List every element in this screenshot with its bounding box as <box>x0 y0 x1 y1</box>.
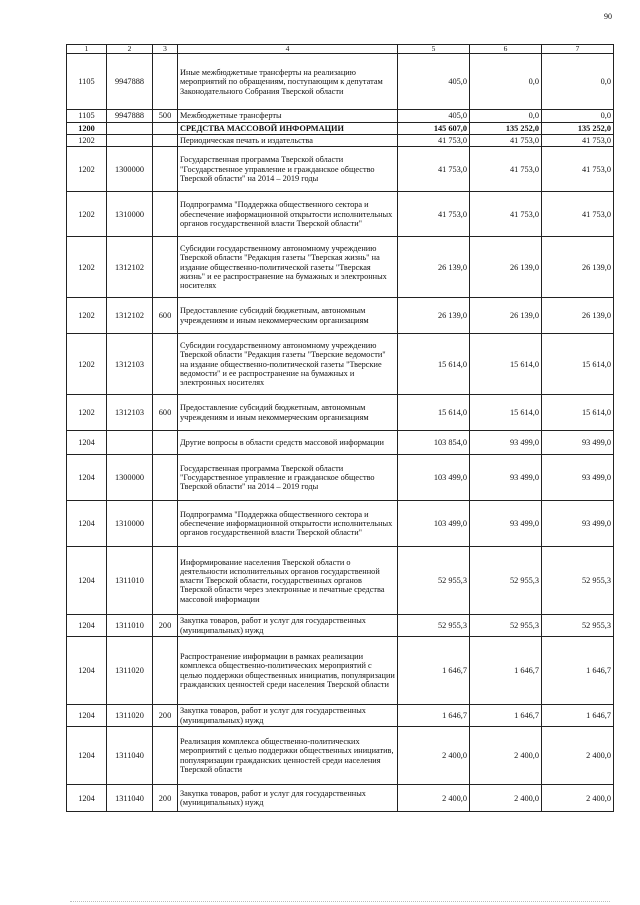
expense-type-code <box>153 334 178 395</box>
amount-col-5: 1 646,7 <box>398 705 470 727</box>
target-article-code <box>107 134 153 146</box>
description: Закупка товаров, работ и услуг для государственных (муниципальных) нужд <box>178 705 398 727</box>
amount-col-6: 26 139,0 <box>470 298 542 334</box>
amount-col-6: 41 753,0 <box>470 134 542 146</box>
section-code: 1105 <box>67 54 107 110</box>
amount-col-7: 52 955,3 <box>542 615 614 637</box>
amount-col-5: 405,0 <box>398 110 470 122</box>
amount-col-7: 93 499,0 <box>542 431 614 455</box>
description: Закупка товаров, работ и услуг для государственных (муниципальных) нужд <box>178 615 398 637</box>
amount-col-7: 15 614,0 <box>542 395 614 431</box>
section-code: 1202 <box>67 237 107 298</box>
amount-col-6: 41 753,0 <box>470 192 542 237</box>
amount-col-6: 93 499,0 <box>470 455 542 501</box>
amount-col-7: 41 753,0 <box>542 147 614 192</box>
table-row <box>67 192 614 237</box>
table-row <box>67 237 614 298</box>
amount-col-5: 103 854,0 <box>398 431 470 455</box>
amount-col-7: 0,0 <box>542 54 614 110</box>
amount-col-7: 93 499,0 <box>542 501 614 547</box>
section-code: 1204 <box>67 501 107 547</box>
target-article-code: 1312103 <box>107 395 153 431</box>
expense-type-code: 600 <box>153 298 178 334</box>
amount-col-6: 1 646,7 <box>470 637 542 705</box>
amount-col-5: 15 614,0 <box>398 395 470 431</box>
amount-col-6: 52 955,3 <box>470 615 542 637</box>
target-article-code <box>107 431 153 455</box>
section-code: 1202 <box>67 298 107 334</box>
amount-col-7: 41 753,0 <box>542 134 614 146</box>
column-number-row <box>67 45 614 54</box>
col-header-2: 2 <box>107 45 153 54</box>
amount-col-5: 52 955,3 <box>398 615 470 637</box>
amount-col-5: 52 955,3 <box>398 547 470 615</box>
amount-col-6: 2 400,0 <box>470 785 542 812</box>
expense-type-code: 200 <box>153 615 178 637</box>
amount-col-6: 93 499,0 <box>470 431 542 455</box>
col-header-1: 1 <box>67 45 107 54</box>
table-row <box>67 637 614 705</box>
amount-col-5: 41 753,0 <box>398 192 470 237</box>
amount-col-5: 145 607,0 <box>398 122 470 134</box>
description: Реализация комплекса общественно-политических мероприятий с целью поддержки общественных инициатив, популяризации гражданских ценностей среди населения Тверской области <box>178 727 398 785</box>
description: Субсидии государственному автономному учреждению Тверской области "Редакция газеты "Тверские ведомости" на издание общественно-политической газеты "Тверские ведомости" и ее распространение на бумажных и электронных носителях <box>178 334 398 395</box>
section-code: 1105 <box>67 110 107 122</box>
amount-col-5: 2 400,0 <box>398 785 470 812</box>
section-code: 1204 <box>67 727 107 785</box>
section-code: 1202 <box>67 395 107 431</box>
description: Закупка товаров, работ и услуг для государственных (муниципальных) нужд <box>178 785 398 812</box>
scan-edge-artifact <box>70 899 610 902</box>
amount-col-6: 41 753,0 <box>470 147 542 192</box>
section-code: 1204 <box>67 705 107 727</box>
description: Периодическая печать и издательства <box>178 134 398 146</box>
table-row <box>67 395 614 431</box>
description: Предоставление субсидий бюджетным, автономным учреждениям и иным некоммерческим организациям <box>178 395 398 431</box>
amount-col-7: 135 252,0 <box>542 122 614 134</box>
table-row <box>67 298 614 334</box>
expense-type-code: 200 <box>153 705 178 727</box>
description: Государственная программа Тверской области "Государственное управление и гражданское общество Тверской области" на 2014 – 2019 годы <box>178 455 398 501</box>
expense-type-code <box>153 122 178 134</box>
amount-col-5: 41 753,0 <box>398 134 470 146</box>
table-row <box>67 122 614 134</box>
expense-type-code <box>153 134 178 146</box>
expense-type-code <box>153 501 178 547</box>
expense-type-code <box>153 147 178 192</box>
target-article-code: 1300000 <box>107 147 153 192</box>
amount-col-6: 93 499,0 <box>470 501 542 547</box>
target-article-code <box>107 122 153 134</box>
table-row <box>67 727 614 785</box>
amount-col-7: 26 139,0 <box>542 237 614 298</box>
section-code: 1202 <box>67 147 107 192</box>
expense-type-code <box>153 547 178 615</box>
description: Межбюджетные трансферты <box>178 110 398 122</box>
amount-col-7: 26 139,0 <box>542 298 614 334</box>
amount-col-7: 93 499,0 <box>542 455 614 501</box>
section-code: 1202 <box>67 134 107 146</box>
budget-table <box>66 44 614 812</box>
amount-col-7: 2 400,0 <box>542 727 614 785</box>
table-row <box>67 110 614 122</box>
page-number: 90 <box>604 12 612 21</box>
expense-type-code <box>153 192 178 237</box>
section-code: 1204 <box>67 431 107 455</box>
section-code: 1204 <box>67 615 107 637</box>
target-article-code: 1312102 <box>107 298 153 334</box>
amount-col-5: 103 499,0 <box>398 455 470 501</box>
description: СРЕДСТВА МАССОВОЙ ИНФОРМАЦИИ <box>178 122 398 134</box>
amount-col-5: 1 646,7 <box>398 637 470 705</box>
section-code: 1202 <box>67 334 107 395</box>
target-article-code: 1310000 <box>107 501 153 547</box>
amount-col-5: 405,0 <box>398 54 470 110</box>
table-row <box>67 455 614 501</box>
description: Подпрограмма "Поддержка общественного сектора и обеспечение информационной открытости исполнительных органов государственной власти Тверской области" <box>178 501 398 547</box>
amount-col-6: 0,0 <box>470 54 542 110</box>
table-row <box>67 615 614 637</box>
table-row <box>67 547 614 615</box>
expense-type-code <box>153 431 178 455</box>
amount-col-5: 103 499,0 <box>398 501 470 547</box>
expense-type-code: 600 <box>153 395 178 431</box>
target-article-code: 1311040 <box>107 785 153 812</box>
amount-col-6: 15 614,0 <box>470 334 542 395</box>
amount-col-7: 52 955,3 <box>542 547 614 615</box>
expense-type-code: 200 <box>153 785 178 812</box>
table-row <box>67 134 614 146</box>
description: Предоставление субсидий бюджетным, автономным учреждениям и иным некоммерческим организациям <box>178 298 398 334</box>
amount-col-7: 1 646,7 <box>542 637 614 705</box>
amount-col-7: 41 753,0 <box>542 192 614 237</box>
table-row <box>67 147 614 192</box>
amount-col-5: 15 614,0 <box>398 334 470 395</box>
table-row <box>67 501 614 547</box>
section-code: 1204 <box>67 785 107 812</box>
target-article-code: 1311040 <box>107 727 153 785</box>
expense-type-code <box>153 237 178 298</box>
amount-col-5: 41 753,0 <box>398 147 470 192</box>
amount-col-7: 2 400,0 <box>542 785 614 812</box>
expense-type-code <box>153 727 178 785</box>
col-header-5: 5 <box>398 45 470 54</box>
target-article-code: 1311020 <box>107 705 153 727</box>
amount-col-5: 2 400,0 <box>398 727 470 785</box>
table-row <box>67 54 614 110</box>
amount-col-6: 1 646,7 <box>470 705 542 727</box>
amount-col-6: 52 955,3 <box>470 547 542 615</box>
section-code: 1202 <box>67 192 107 237</box>
target-article-code: 1311010 <box>107 615 153 637</box>
description: Иные межбюджетные трансферты на реализацию мероприятий по обращениям, поступающим к депутатам Законодательного Собрания Тверской области <box>178 54 398 110</box>
table-row <box>67 334 614 395</box>
expense-type-code <box>153 637 178 705</box>
amount-col-6: 15 614,0 <box>470 395 542 431</box>
amount-col-5: 26 139,0 <box>398 237 470 298</box>
amount-col-7: 0,0 <box>542 110 614 122</box>
expense-type-code <box>153 54 178 110</box>
col-header-4: 4 <box>178 45 398 54</box>
section-code: 1204 <box>67 455 107 501</box>
table-body <box>67 54 614 812</box>
target-article-code: 1312103 <box>107 334 153 395</box>
amount-col-6: 135 252,0 <box>470 122 542 134</box>
description: Подпрограмма "Поддержка общественного сектора и обеспечение информационной открытости исполнительных органов государственной власти Тверской области" <box>178 192 398 237</box>
col-header-7: 7 <box>542 45 614 54</box>
description: Другие вопросы в области средств массовой информации <box>178 431 398 455</box>
description: Информирование населения Тверской области о деятельности исполнительных органов государственной власти Тверской области, государственных органов Тверской области через электронные и печатные средства массовой информации <box>178 547 398 615</box>
expense-type-code: 500 <box>153 110 178 122</box>
amount-col-7: 15 614,0 <box>542 334 614 395</box>
description: Субсидии государственному автономному учреждению Тверской области "Редакция газеты "Тверская жизнь" на издание общественно-политической газеты "Тверская жизнь" и ее распространение на бумажных и электронных носителях <box>178 237 398 298</box>
target-article-code: 9947888 <box>107 54 153 110</box>
target-article-code: 1311010 <box>107 547 153 615</box>
section-code: 1200 <box>67 122 107 134</box>
amount-col-6: 2 400,0 <box>470 727 542 785</box>
target-article-code: 1300000 <box>107 455 153 501</box>
amount-col-7: 1 646,7 <box>542 705 614 727</box>
table-row <box>67 705 614 727</box>
section-code: 1204 <box>67 637 107 705</box>
amount-col-6: 26 139,0 <box>470 237 542 298</box>
target-article-code: 1312102 <box>107 237 153 298</box>
col-header-3: 3 <box>153 45 178 54</box>
description: Распространение информации в рамках реализации комплекса общественно-политических мероприятий с целью поддержки общественных инициатив, популяризации гражданских ценностей среди населения Тверской области <box>178 637 398 705</box>
target-article-code: 9947888 <box>107 110 153 122</box>
amount-col-5: 26 139,0 <box>398 298 470 334</box>
table-row <box>67 785 614 812</box>
section-code: 1204 <box>67 547 107 615</box>
table-row <box>67 431 614 455</box>
description: Государственная программа Тверской области "Государственное управление и гражданское общество Тверской области" на 2014 – 2019 годы <box>178 147 398 192</box>
target-article-code: 1311020 <box>107 637 153 705</box>
expense-type-code <box>153 455 178 501</box>
target-article-code: 1310000 <box>107 192 153 237</box>
amount-col-6: 0,0 <box>470 110 542 122</box>
col-header-6: 6 <box>470 45 542 54</box>
